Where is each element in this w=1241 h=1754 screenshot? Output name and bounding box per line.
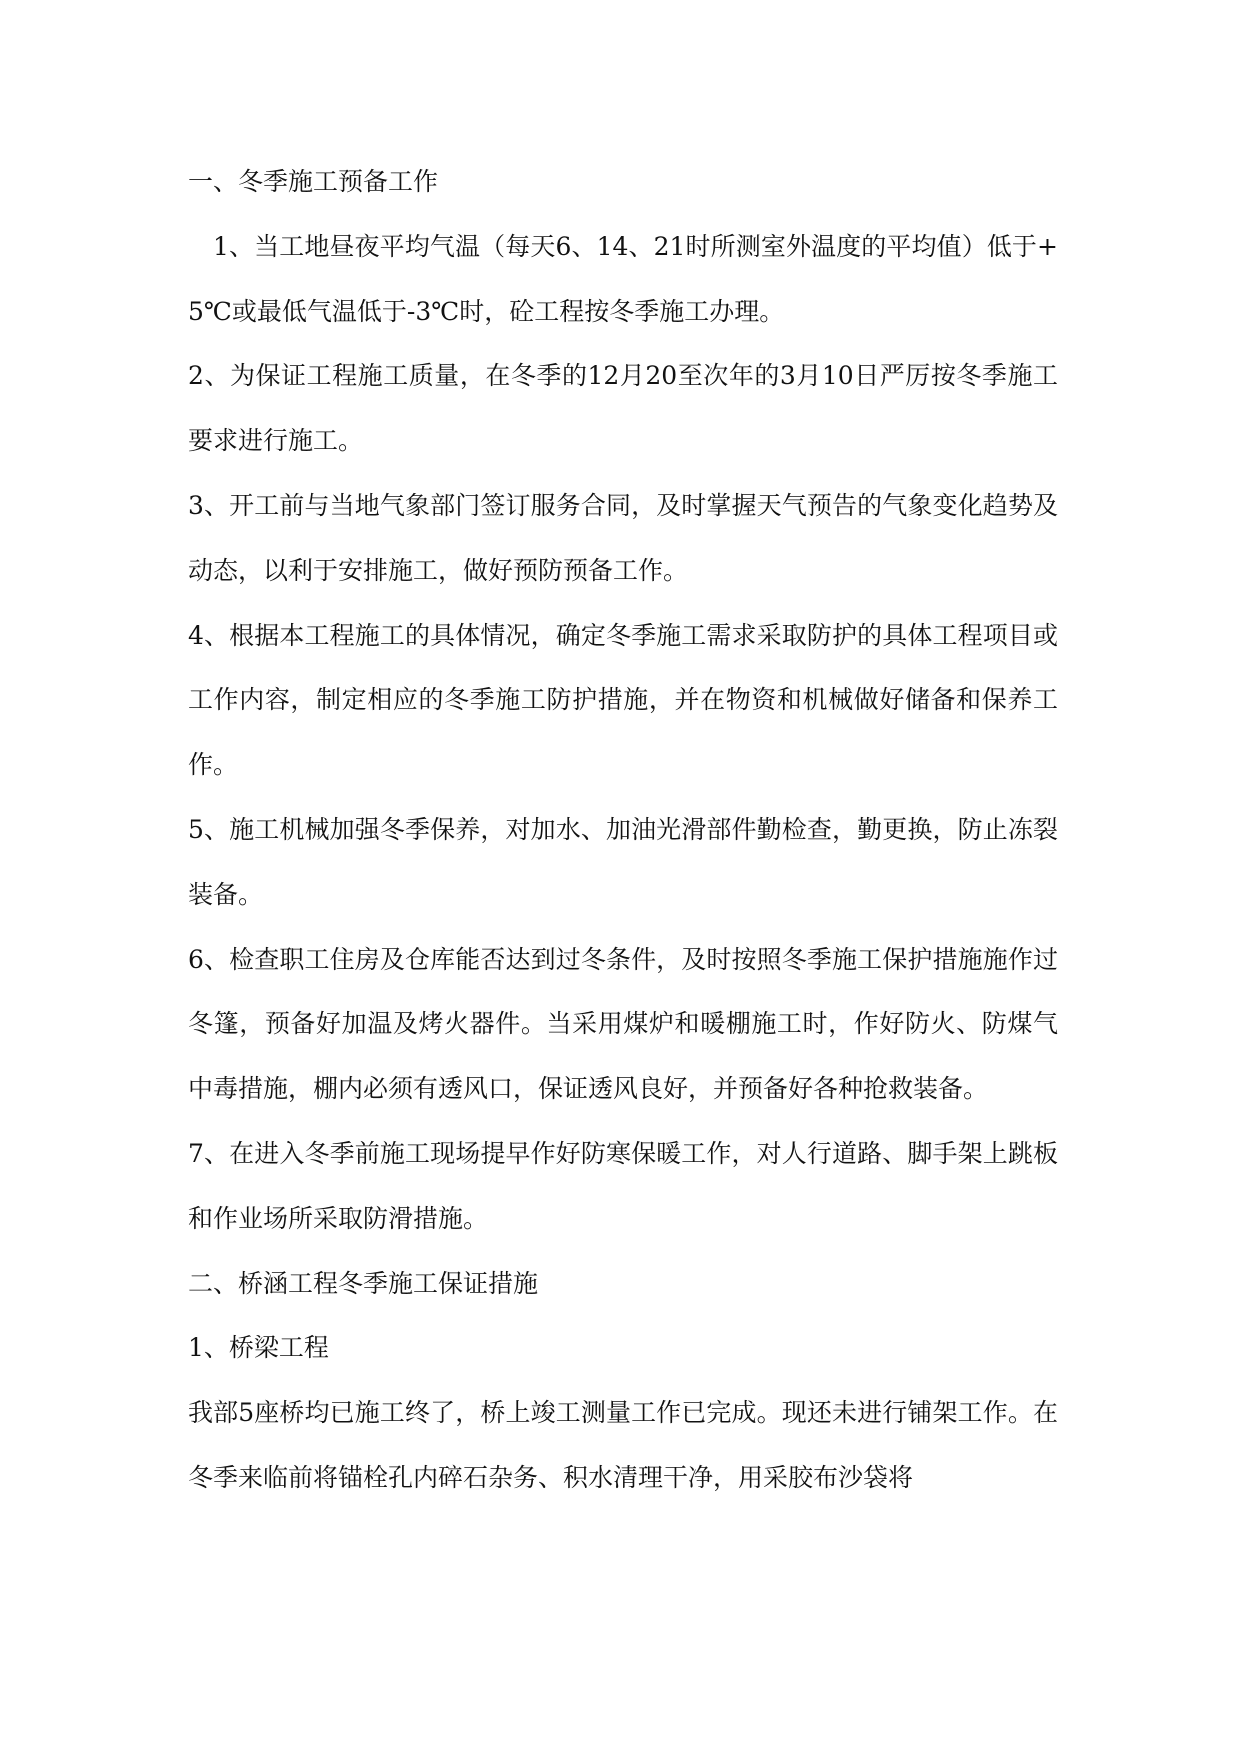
section-heading: 二、桥涵工程冬季施工保证措施: [188, 1268, 539, 1298]
paragraph: 我部5座桥均已施工终了，桥上竣工测量工作已完成。现还未进行铺架工作。在冬季来临前将锚栓孔内碎石杂务、积水清理干净，用采胶布沙袋将: [188, 1398, 1058, 1492]
paragraph: 3、开工前与当地气象部门签订服务合同，及时掌握天气预告的气象变化趋势及动态，以利于安排施工，做好预防预备工作。: [188, 490, 1058, 585]
paragraph: 4、根据本工程施工的具体情况，确定冬季施工需求采取防护的具体工程项目或工作内容，制定相应的冬季施工防护措施，并在物资和机械做好储备和保养工作。: [188, 620, 1058, 780]
paragraph: 6、检查职工住房及仓库能否达到过冬条件，及时按照冬季施工保护措施施作过冬篷，预备好加温及烤火器件。当采用煤炉和暖棚施工时，作好防火、防煤气中毒措施，棚内必须有透风口，保证透风良好，并预备好各种抢救装备。: [188, 944, 1058, 1104]
paragraph: 5、施工机械加强冬季保养，对加水、加油光滑部件勤检查，勤更换，防止冻裂装备。: [188, 814, 1058, 909]
paragraph: 2、为保证工程施工质量，在冬季的12月20至次年的3月10日严厉按冬季施工要求进行施工。: [188, 361, 1058, 456]
document-body: [188, 150, 1058, 1511]
section-heading: 一、冬季施工预备工作: [188, 167, 439, 196]
paragraph: 1、当工地昼夜平均气温（每天6、14、21时所测室外温度的平均值）低于+5℃或最低气温低于-3℃时，砼工程按冬季施工办理。: [188, 231, 1058, 326]
subsection-heading: 1、桥梁工程: [188, 1333, 329, 1363]
paragraph: 7、在进入冬季前施工现场提早作好防寒保暖工作，对人行道路、脚手架上跳板和作业场所采取防滑措施。: [188, 1138, 1058, 1233]
